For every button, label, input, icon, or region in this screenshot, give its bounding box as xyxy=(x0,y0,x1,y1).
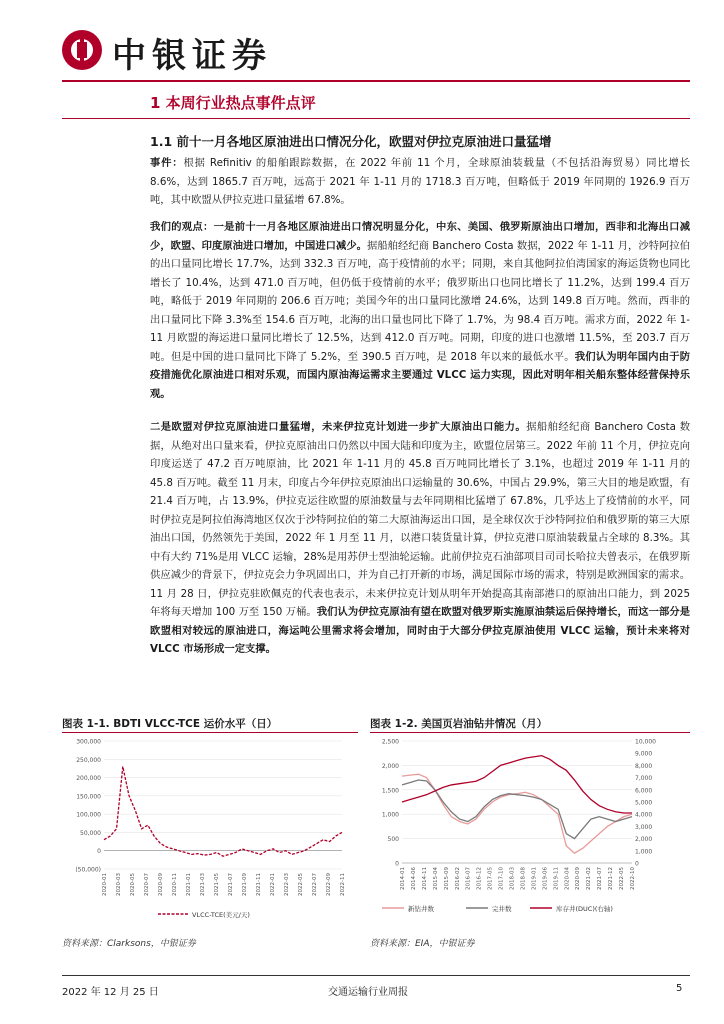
x-tick-label: 2019-11 xyxy=(553,867,560,890)
series-line xyxy=(402,756,632,813)
view1-body: 据船舶经纪商 Banchero Costa 数据，2022 年 1-11 月，沙特阿拉伯的出口量同比增长 17.7%，达到 332.3 百万吨，高于疫情前的水平；同期，来自其他阿拉伯湾国家的海运货物也同比增长了 10.4%，达到 471.0 百万吨，但仍低于疫情前的水平；俄罗斯出口也同比增长了 11.2%，达到 199.4 百万吨，略低于 2019 年同期的 206.6 百万吨；美国今年的出口量同比激增 24.6%，达到 149.8 百万吨。然而，西非的出口量同比下降 3.3%至 154.6 百万吨，北海的出口量也同比下降了 1.7%，为 98.4 百万吨。需求方面，2022 年 1-11 月欧盟的海运进口量同比增长了 12.5%，达到 412.0 百万吨。同期，印度的进口也激增 11.5%，至 203.7 百万吨。但是中国的进口量同比下降了 5.2%，至 390.5 百万吨，是 2018 年以来的最低水平。 xyxy=(150,239,690,363)
x-tick-label: 2022-05 xyxy=(298,873,304,896)
view1-paragraph xyxy=(150,218,690,403)
section-subtitle: 1.1 前十一月各地区原油进出口情况分化，欧盟对伊拉克原油进口量猛增 xyxy=(150,134,552,149)
x-tick-label: 2015-04 xyxy=(432,867,439,890)
footer-date: 2022 年 12 月 25 日 xyxy=(62,987,159,998)
x-tick-label: 2021-11 xyxy=(256,873,262,896)
x-tick-label: 2020-09 xyxy=(575,867,582,890)
y-tick-label: (50,000) xyxy=(75,866,101,874)
x-tick-label: 2021-03 xyxy=(200,873,206,896)
y-right-tick-label: 0 xyxy=(635,860,639,868)
x-tick-label: 2021-12 xyxy=(608,867,615,890)
y-right-tick-label: 1,000 xyxy=(635,848,653,856)
figure1-rule xyxy=(62,732,358,733)
header-divider xyxy=(62,80,690,82)
y-tick-label: 100,000 xyxy=(76,811,101,819)
x-tick-label: 2017-05 xyxy=(487,867,494,890)
y-left-tick-label: 2,000 xyxy=(381,762,399,770)
y-tick-label: 250,000 xyxy=(76,756,101,764)
x-tick-label: 2021-07 xyxy=(597,867,604,890)
figure1-source: 资料来源：Clarksons，中银证券 xyxy=(62,939,196,949)
x-tick-label: 2021-09 xyxy=(242,873,248,896)
x-tick-label: 2016-02 xyxy=(454,867,461,890)
view1-tail: 我们认为明年国内由于防疫措施优化原油进口相对乐观，而国内原油海运需求主要通过 VLCC 运力实现，因此对明年相关船东整体经营保持乐观。 xyxy=(150,350,690,400)
x-tick-label: 2020-03 xyxy=(116,873,122,896)
x-tick-label: 2020-05 xyxy=(130,873,136,896)
y-right-tick-label: 6,000 xyxy=(635,787,653,795)
view2-body: 据船舶经纪商 Banchero Costa 数据，从绝对出口量来看，伊拉克原油出口仍然以中国大陆和印度为主，欧盟位居第三。2022 年前 11 个月，伊拉克向印度运送了 47.2 百万吨原油，比 2021 年 1-11 月的 45.8 百万吨同比增长了 3.1%，也超过 2019 年 1-11 月的 45.8 百万吨。截至 11 月末，印度占今年伊拉克原油出口运输量的 30.6%，中国占 29.9%，第三大目的地是欧盟，有 21.4 百万吨，占 13.9%，伊拉克运往欧盟的原油数量与去年同期相比猛增了 67.8%，几乎达上了疫情前的水平，同时伊拉克是阿拉伯海湾地区仅次于沙特阿拉伯的第二大原油海运出口国，是全球仅次于沙特阿拉伯和俄罗斯的第三大原油出口国，仍然领先于美国，2022 年 1 月至 11 月，以港口装货量计算，伊拉克港口原油装载量占全球的 8.3%。其中有大约 71%是用 VLCC 运输，28%是用苏伊士型油轮运输。此前伊拉克石油部项目司司长哈拉夫曾表示，在俄罗斯供应减少的背景下，伊拉克会力争巩固出口，并为自己打开新的市场，满足国际市场的需求，特别是欧洲国家的需求。11 月 28 日，伊拉克驻欧佩克的代表也表示，未来伊拉克计划从明年开始提高其南部港口的原油出口能力，到 2025 年将每天增加 100 万至 150 万桶。 xyxy=(150,421,690,618)
brand-logo-icon xyxy=(62,30,102,70)
x-tick-label: 2016-12 xyxy=(476,867,483,890)
legend-label: VLCC-TCE(美元/天) xyxy=(192,911,250,919)
figure2-rule xyxy=(370,732,690,733)
figure2-title: 图表 1-2. 美国页岩油钻井情况（月） xyxy=(370,718,548,730)
x-tick-label: 2020-09 xyxy=(158,873,164,896)
x-tick-label: 2022-01 xyxy=(270,873,276,896)
footer-divider xyxy=(62,975,690,976)
y-right-tick-label: 9,000 xyxy=(635,750,653,758)
x-tick-label: 2020-04 xyxy=(564,867,571,890)
x-tick-label: 2016-07 xyxy=(465,867,472,890)
series-line xyxy=(104,767,342,857)
y-right-tick-label: 2,000 xyxy=(635,836,653,844)
x-tick-label: 2021-07 xyxy=(228,873,234,896)
x-tick-label: 2022-10 xyxy=(630,867,636,890)
x-tick-label: 2020-01 xyxy=(102,873,108,896)
x-tick-label: 2020-07 xyxy=(144,873,150,896)
y-tick-label: 300,000 xyxy=(76,738,101,746)
x-tick-label: 2021-01 xyxy=(186,873,192,896)
event-paragraph xyxy=(150,154,690,210)
section-title: 1 本周行业热点事件点评 xyxy=(150,94,316,112)
y-left-tick-label: 1,000 xyxy=(381,811,399,819)
y-right-tick-label: 7,000 xyxy=(635,775,653,783)
y-right-tick-label: 8,000 xyxy=(635,762,653,770)
view2-paragraph xyxy=(150,418,690,659)
figure2-source: 资料来源：EIA，中银证券 xyxy=(370,939,475,949)
series-line xyxy=(402,774,632,853)
event-label: 事件： xyxy=(150,157,184,169)
y-left-tick-label: 0 xyxy=(395,860,399,868)
x-tick-label: 2022-03 xyxy=(284,873,290,896)
y-tick-label: 200,000 xyxy=(76,775,101,783)
x-tick-label: 2020-11 xyxy=(172,873,178,896)
view1-lead: 我们的观点：一是前十一月各地区原油进出口情况明显分化，中东、美国、俄罗斯原油出口增加，西非和北海出口减少，欧盟、印度原油进口增加，中国进口减少。 xyxy=(150,221,690,252)
view2-tail: 我们认为伊拉克原油有望在欧盟对俄罗斯实施原油禁运后保持增长，而这一部分是欧盟相对较远的原油进口，海运吨公里需求将会增加，同时由于大部分伊拉克原油使用 VLCC 运输，预计未来将对 VLCC 市场形成一定支撑。 xyxy=(150,606,691,655)
y-right-tick-label: 4,000 xyxy=(635,811,653,819)
page-number: 5 xyxy=(676,983,683,994)
x-tick-label: 2018-03 xyxy=(509,867,516,890)
legend-label: 新钻井数 xyxy=(408,905,434,913)
x-tick-label: 2017-10 xyxy=(498,867,505,890)
x-tick-label: 2014-11 xyxy=(421,867,428,890)
x-tick-label: 2022-09 xyxy=(326,873,332,896)
brand-name: 中银证券 xyxy=(112,36,272,76)
x-tick-label: 2015-09 xyxy=(443,867,450,890)
x-tick-label: 2022-05 xyxy=(619,867,626,890)
y-left-tick-label: 500 xyxy=(387,836,399,844)
figure1-title: 图表 1-1. BDTI VLCC-TCE 运价水平（日） xyxy=(62,718,278,730)
y-right-tick-label: 3,000 xyxy=(635,823,653,831)
y-right-tick-label: 10,000 xyxy=(635,738,656,746)
section-divider xyxy=(62,118,690,119)
legend-label: 库存井(DUC)(右轴) xyxy=(556,905,613,913)
y-tick-label: 0 xyxy=(97,848,101,856)
x-tick-label: 2022-07 xyxy=(312,873,318,896)
x-tick-label: 2019-01 xyxy=(531,867,538,890)
figure1-chart xyxy=(62,735,358,925)
y-tick-label: 150,000 xyxy=(76,793,101,801)
y-left-tick-label: 2,500 xyxy=(381,738,399,746)
event-text: 根据 Refinitiv 的船舶跟踪数据，在 2022 年前 11 个月，全球原油装载量（不包括沿海贸易）同比增长 8.6%，达到 1865.7 百万吨，远高于 2021 年 1-11 月的 1718.3 百万吨，但略低于 2019 年同期的 1926.9 百万吨，其中欧盟从伊拉克进口量猛增 67.8%。 xyxy=(150,157,690,206)
x-tick-label: 2014-06 xyxy=(410,867,417,890)
x-tick-label: 2021-05 xyxy=(214,873,220,896)
x-tick-label: 2021-02 xyxy=(586,867,593,890)
legend-label: 完井数 xyxy=(492,905,512,913)
y-tick-label: 50,000 xyxy=(80,829,101,837)
x-tick-label: 2019-06 xyxy=(542,867,549,890)
y-left-tick-label: 1,500 xyxy=(381,787,399,795)
x-tick-label: 2022-11 xyxy=(340,873,346,896)
x-tick-label: 2018-08 xyxy=(520,867,527,890)
footer-report: 交通运输行业周报 xyxy=(328,987,408,998)
x-tick-label: 2014-01 xyxy=(400,867,406,890)
figure2-chart xyxy=(370,735,690,925)
view2-lead: 二是欧盟对伊拉克原油进口量猛增，未来伊拉克计划进一步扩大原油出口能力。 xyxy=(150,421,527,433)
y-right-tick-label: 5,000 xyxy=(635,799,653,807)
series-line xyxy=(402,780,632,839)
